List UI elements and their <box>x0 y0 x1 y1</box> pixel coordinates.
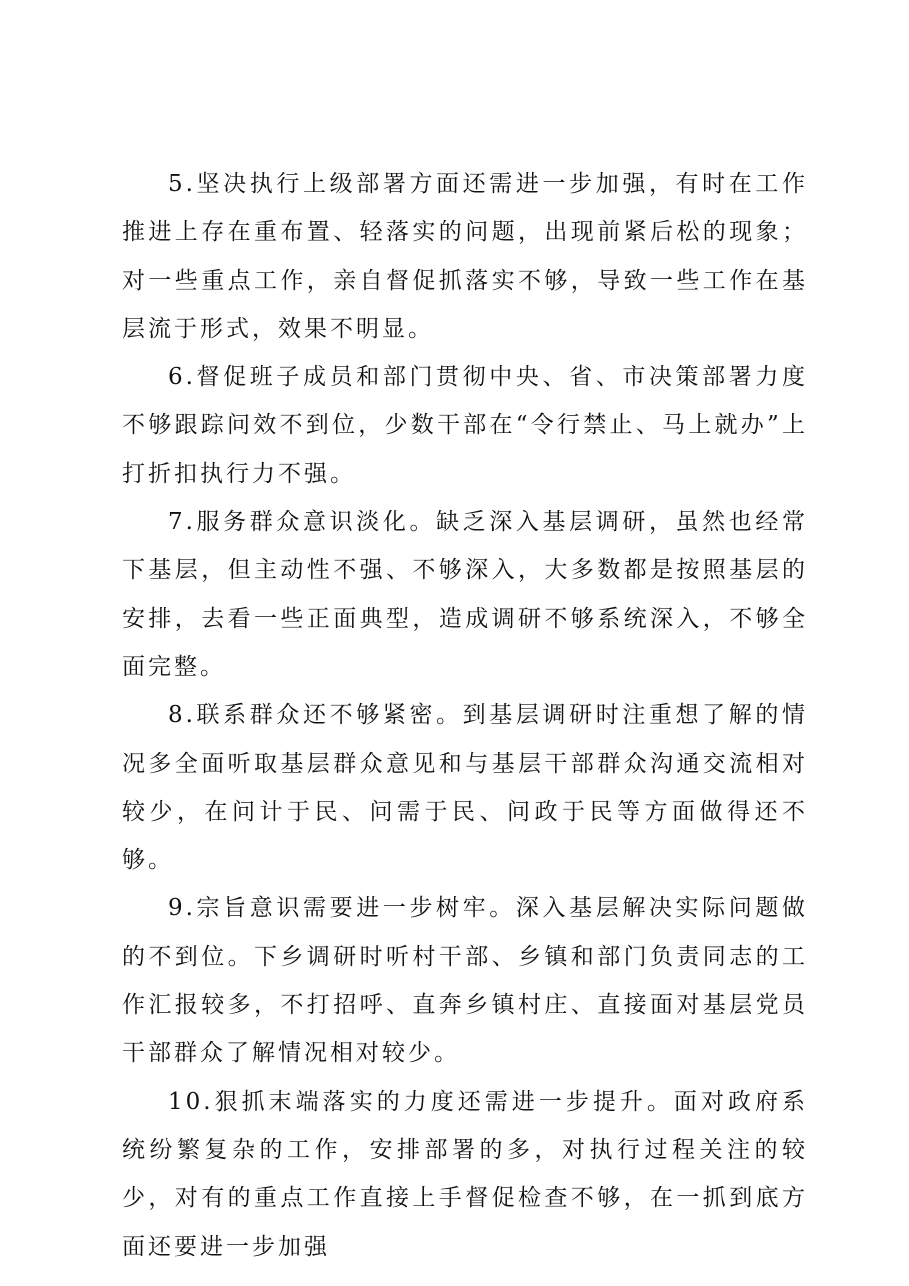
paragraph-5: 5.坚决执行上级部署方面还需进一步加强，有时在工作推进上存在重布置、轻落实的问题，出现前紧后松的现象；对一些重点工作，亲自督促抓落实不够，导致一些工作在基层流于形式，效果不明显。 <box>122 171 808 342</box>
paragraph-8: 8.联系群众还不够紧密。到基层调研时注重想了解的情况多全面听取基层群众意见和与基层干部群众沟通交流相对较少，在问计于民、问需于民、问政于民等方面做得还不够。 <box>122 702 808 874</box>
document-body <box>122 160 808 1271</box>
paragraph-9: 9.宗旨意识需要进一步树牢。深入基层解决实际问题做的不到位。下乡调研时听村干部、乡镇和部门负责同志的工作汇报较多，不打招呼、直奔乡镇村庄、直接面对基层党员干部群众了解情况相对较少。 <box>122 895 808 1067</box>
paragraph-10: 10.狠抓末端落实的力度还需进一步提升。面对政府系统纷繁复杂的工作，安排部署的多，对执行过程关注的较少，对有的重点工作直接上手督促检查不够，在一抓到底方面还要进一步加强 <box>122 1088 808 1260</box>
paragraph-7: 7.服务群众意识淡化。缺乏深入基层调研，虽然也经常下基层，但主动性不强、不够深入，大多数都是按照基层的安排，去看一些正面典型，造成调研不够系统深入，不够全面完整。 <box>122 509 808 680</box>
paragraph-6: 6.督促班子成员和部门贯彻中央、省、市决策部署力度不够跟踪问效不到位，少数干部在“令行禁止、马上就办”上打折扣执行力不强。 <box>122 364 808 487</box>
